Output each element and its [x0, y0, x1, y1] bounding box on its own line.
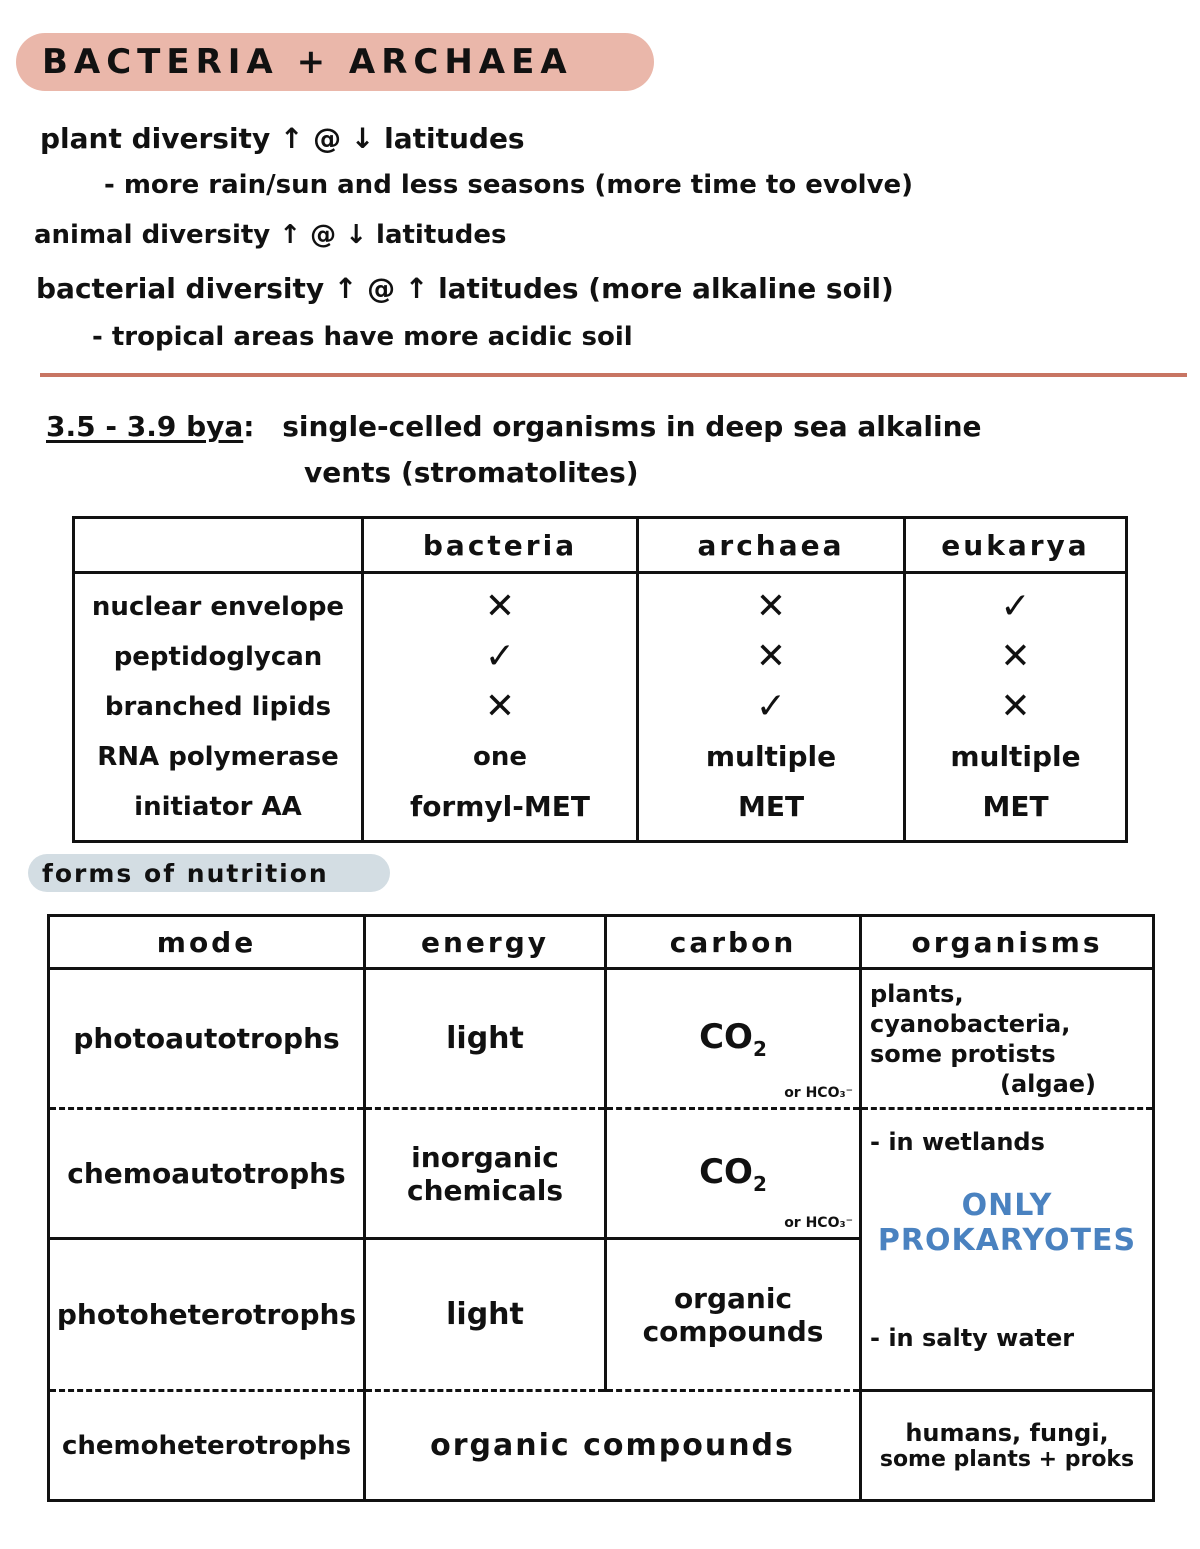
nutrition-header-energy: energy [365, 916, 606, 969]
mode-photoautotrophs: photoautotrophs [49, 969, 365, 1109]
row-label-peptidoglycan: peptidoglycan [113, 642, 323, 672]
cross-icon: ✕ [484, 586, 516, 627]
domains-header-bacteria: bacteria [363, 518, 638, 573]
hco3-alt: or HCO₃⁻ [784, 1085, 853, 1101]
domains-row-labels [74, 573, 363, 842]
bacteria-column [363, 573, 638, 842]
org-algae: (algae) [1000, 1069, 1097, 1098]
origin-date: 3.5 - 3.9 bya [46, 410, 244, 443]
cross-icon: ✕ [1000, 686, 1031, 727]
eukarya-initiator: MET [982, 790, 1049, 823]
organisms-chemoheterotrophs [861, 1391, 1154, 1501]
org-cyanobacteria: cyanobacteria, [870, 1009, 1071, 1038]
origin-text: single-celled organisms in deep sea alkaline [282, 410, 982, 443]
carbon-organic: organic [673, 1281, 793, 1315]
domains-header-archaea: archaea [638, 518, 905, 573]
check-icon: ✓ [755, 686, 787, 727]
org-wetlands: - in wetlands [870, 1128, 1045, 1156]
cross-icon: ✕ [1000, 636, 1031, 677]
domains-header-eukarya: eukarya [905, 518, 1127, 573]
bacteria-initiator: formyl-MET [410, 790, 590, 823]
carbon-chemoautotrophs [606, 1109, 861, 1239]
org-some-protists: some protists [870, 1039, 1056, 1068]
plant-diversity-note: - more rain/sun and less seasons (more time to evolve) [104, 170, 914, 200]
cross-icon: ✕ [755, 636, 787, 677]
row-label-branched-lipids: branched lipids [104, 692, 332, 722]
row-label-initiator-aa: initiator AA [134, 792, 302, 822]
carbon-photoheterotrophs [606, 1239, 861, 1391]
bacterial-diversity-note: - tropical areas have more acidic soil [92, 322, 633, 352]
mode-photoheterotrophs: photoheterotrophs [49, 1239, 365, 1391]
nutrition-header-carbon: carbon [606, 916, 861, 969]
energy-inorganic: inorganic [411, 1140, 559, 1174]
org-plants: plants, [870, 979, 964, 1008]
cross-icon: ✕ [484, 686, 516, 727]
archaea-column [638, 573, 905, 842]
nutrition-section-label: forms of nutrition [28, 854, 390, 892]
domains-table [72, 516, 1128, 843]
origin-line-2: vents (stromatolites) [304, 456, 639, 489]
organisms-prokaryotes [861, 1109, 1154, 1391]
eukarya-column [905, 573, 1127, 842]
row-label-nuclear-envelope: nuclear envelope [91, 592, 345, 622]
cross-icon: ✕ [755, 586, 787, 627]
section-divider [40, 373, 1187, 377]
origin-line-1 [46, 410, 982, 443]
energy-chemicals: chemicals [406, 1173, 564, 1207]
eukarya-rna-polymerase: multiple [950, 740, 1081, 773]
energy-carbon-chemoheterotrophs: organic compounds [365, 1391, 861, 1501]
origin-colon: : [243, 410, 255, 443]
nutrition-table [47, 914, 1155, 1502]
energy-photoheterotrophs: light [365, 1239, 606, 1391]
co2-subscript: 2 [752, 1171, 767, 1196]
hco3-alt: or HCO₃⁻ [784, 1215, 853, 1231]
energy-chemoautotrophs [365, 1109, 606, 1239]
page-title: BACTERIA + ARCHAEA [16, 33, 654, 91]
check-icon: ✓ [484, 636, 516, 677]
org-humans-fungi: humans, fungi, [905, 1419, 1109, 1447]
organisms-photoautotrophs [861, 969, 1154, 1109]
co2-text: CO [699, 1016, 753, 1057]
nutrition-header-mode: mode [49, 916, 365, 969]
carbon-photoautotrophs [606, 969, 861, 1109]
prokaryotes-label: PROKARYOTES [877, 1223, 1137, 1258]
archaea-initiator: MET [737, 790, 805, 823]
plant-diversity: plant diversity ↑ @ ↓ latitudes [40, 122, 525, 155]
check-icon: ✓ [1000, 586, 1031, 627]
bacterial-diversity: bacterial diversity ↑ @ ↑ latitudes (more alkaline soil) [36, 272, 894, 305]
animal-diversity: animal diversity ↑ @ ↓ latitudes [34, 220, 507, 250]
org-salty-water: - in salty water [870, 1324, 1075, 1352]
energy-photoautotrophs: light [365, 969, 606, 1109]
org-some-plants-proks: some plants + proks [879, 1447, 1135, 1472]
co2-subscript: 2 [752, 1036, 767, 1061]
only-label: ONLY [961, 1188, 1053, 1223]
mode-chemoheterotrophs: chemoheterotrophs [49, 1391, 365, 1501]
co2-text: CO [699, 1151, 753, 1192]
nutrition-header-organisms: organisms [861, 916, 1154, 969]
mode-chemoautotrophs: chemoautotrophs [49, 1109, 365, 1239]
domains-header-blank [74, 518, 363, 573]
bacteria-rna-polymerase: one [472, 742, 527, 772]
row-label-rna-polymerase: RNA polymerase [97, 742, 339, 772]
carbon-compounds: compounds [642, 1314, 824, 1348]
archaea-rna-polymerase: multiple [705, 740, 837, 773]
